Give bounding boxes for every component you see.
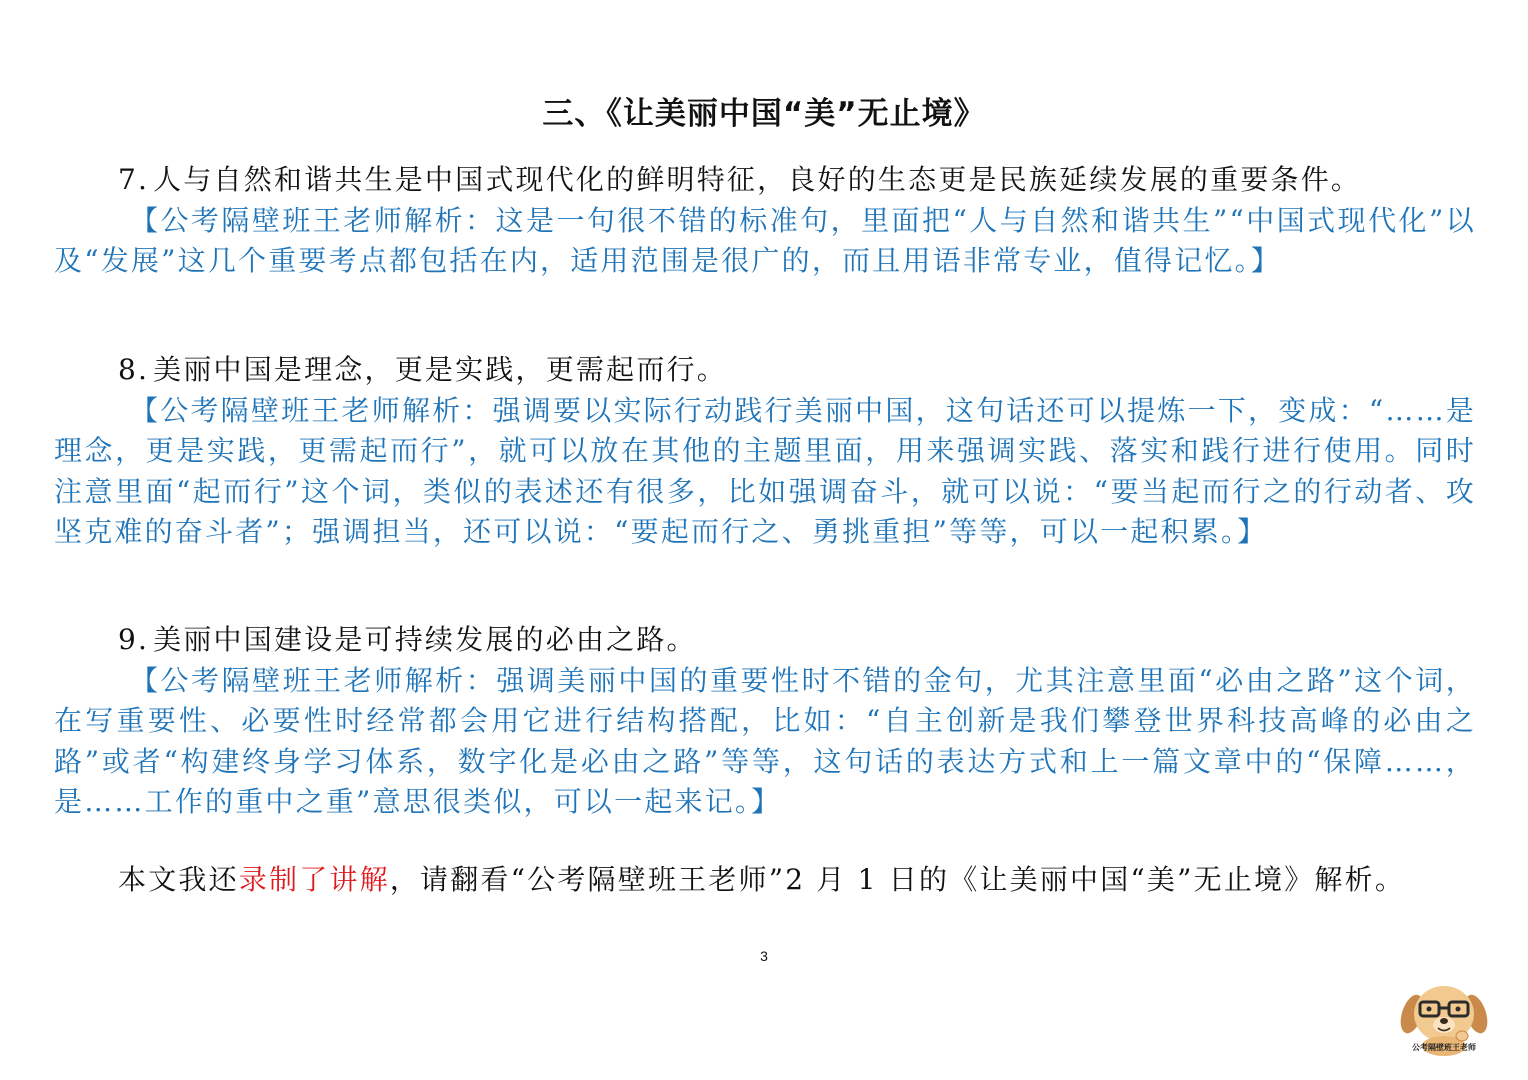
item-9-sentence-line [54,620,1476,661]
item-8-number: 8. [118,353,150,386]
item-8-sentence: 美丽中国是理念，更是实践，更需起而行。 [153,353,727,386]
item-9 [54,620,1476,823]
item-8-analysis: 【公考隔壁班王老师解析：强调要以实际行动践行美丽中国，这句话还可以提炼一下，变成：“……是理念，更是实践，更需起而行”，就可以放在其他的主题里面，用来强调实践、落实和践行进行使用。同时注意里面“起而行”这个词，类似的表述还有很多，比如强调奋斗，就可以说：“要当起而行之的行动者、攻坚克难的奋斗者”；强调担当，还可以说：“要起而行之、勇挑重担”等等，可以一起积累。】 [54,393,1476,548]
section-title: 三、《让美丽中国“美”无止境》 [542,96,986,132]
item-7-analysis: 【公考隔壁班王老师解析：这是一句很不错的标准句，里面把“人与自然和谐共生”“中国式现代化”以及“发展”这几个重要考点都包括在内，适用范围是很广的，而且用语非常专业，值得记忆。】 [54,203,1476,277]
closing-paragraph [54,860,1476,901]
item-8 [54,350,1476,553]
item-7 [54,160,1476,282]
item-9-number: 9. [118,623,150,656]
item-9-analysis: 【公考隔壁班王老师解析：强调美丽中国的重要性时不错的金句，尤其注意里面“必由之路”这个词，在写重要性、必要性时经常都会用它进行结构搭配，比如：“自主创新是我们攀登世界科技高峰的必由之路”或者“构建终身学习体系，数字化是必由之路”等等，这句话的表达方式和上一篇文章中的“保障……，是……工作的重中之重”意思很类似，可以一起来记。】 [54,663,1476,818]
item-7-number: 7. [118,163,150,196]
item-9-sentence: 美丽中国建设是可持续发展的必由之路。 [153,623,697,656]
item-8-sentence-line [54,350,1476,391]
logo-caption: 公考隔壁班王老师 [1412,1043,1476,1052]
page-number: 3 [760,948,768,964]
closing-highlight: 录制了讲解 [238,863,390,896]
closing-text-after: ，请翻看“公考隔壁班王老师”2 月 1 日的《让美丽中国“美”无止境》解析。 [389,863,1406,896]
closing-text-before: 本文我还 [118,863,239,896]
item-7-sentence-line [54,160,1476,201]
item-7-sentence: 人与自然和谐共生是中国式现代化的鲜明特征，良好的生态更是民族延续发展的重要条件。 [153,163,1362,196]
